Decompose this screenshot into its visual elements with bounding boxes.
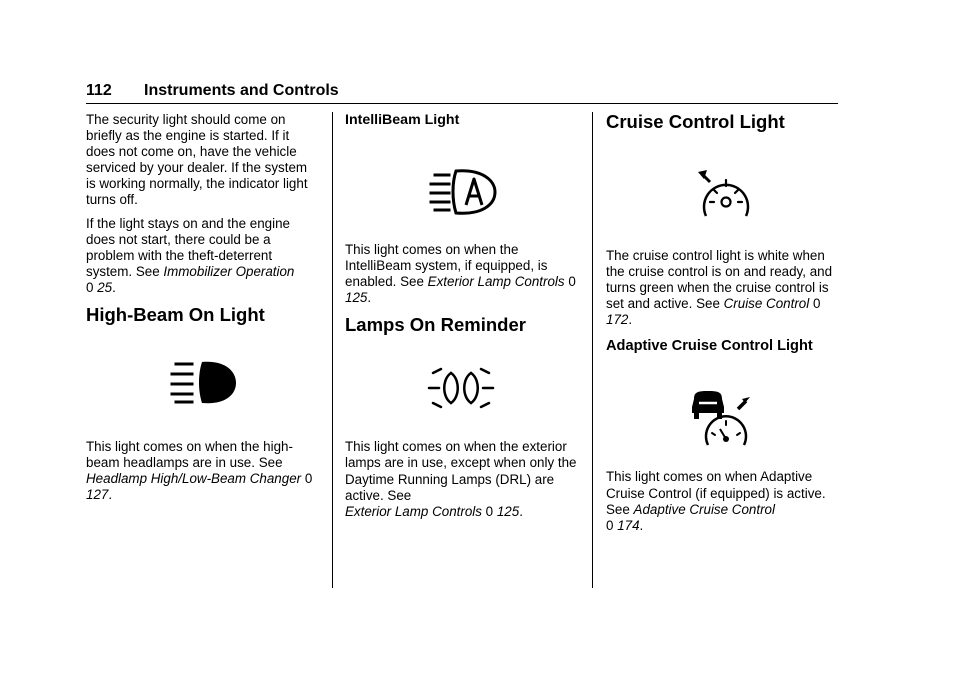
period: . xyxy=(108,487,113,503)
page-ref-glyph: 0 xyxy=(304,471,313,487)
intellibeam-heading: IntelliBeam Light xyxy=(345,112,460,128)
intellibeam-paragraph xyxy=(345,242,577,306)
adaptive-cruise-icon xyxy=(688,389,758,451)
xref-exterior-lamp-controls[interactable]: Exterior Lamp Controls xyxy=(427,274,565,290)
paragraph-text: This light comes on when the IntelliBeam system, if equipped, is enabled. See xyxy=(345,242,548,290)
page-header xyxy=(86,82,838,104)
page-ref-25[interactable]: 25 xyxy=(97,279,113,295)
adaptive-cruise-heading: Adaptive Cruise Control Light xyxy=(606,338,813,355)
page-ref-174[interactable]: 174 xyxy=(617,517,640,533)
page-ref-125[interactable]: 125 xyxy=(345,290,368,306)
page-ref-172[interactable]: 172 xyxy=(606,312,629,328)
xref-exterior-lamp-controls[interactable]: Exterior Lamp Controls xyxy=(345,503,482,519)
high-beam-icon xyxy=(170,358,242,406)
page-ref-glyph: 0 xyxy=(86,279,94,295)
period: . xyxy=(367,290,372,306)
intellibeam-icon xyxy=(429,167,501,215)
page-ref-glyph: 0 xyxy=(568,274,576,290)
lamps-on-paragraph xyxy=(345,439,577,519)
adaptive-cruise-icon-box xyxy=(606,355,838,469)
high-beam-heading: High-Beam On Light xyxy=(86,304,265,326)
lamps-on-icon xyxy=(427,367,495,409)
cruise-control-heading: Cruise Control Light xyxy=(606,111,785,132)
page-ref-glyph: 0 xyxy=(812,296,821,312)
column-1 xyxy=(86,112,318,510)
security-light-paragraph: The security light should come on briefly as the engine is started. If it does not come on, have the vehicle serviced by your dealer. If the system is working normally, the indicator light turns off. xyxy=(86,112,308,208)
paragraph-text: If the light stays on and the engine does not start, there could be a problem with the theft-deterrent system. See xyxy=(86,215,290,279)
high-beam-paragraph xyxy=(86,439,318,503)
page-ref-glyph: 0 xyxy=(606,517,614,533)
column-3 xyxy=(606,112,838,541)
cruise-control-paragraph xyxy=(606,248,838,328)
adaptive-cruise-paragraph xyxy=(606,469,838,533)
page-ref-127[interactable]: 127 xyxy=(86,487,109,503)
paragraph-text: This light comes on when the exterior lamps are in use, except when only the Daytime Running Lamps (DRL) are active. See xyxy=(345,439,577,503)
column-2 xyxy=(345,112,577,527)
xref-immobilizer-operation[interactable]: Immobilizer Operation xyxy=(163,263,295,279)
intellibeam-icon-box xyxy=(345,129,577,242)
xref-adaptive-cruise-control[interactable]: Adaptive Cruise Control xyxy=(633,501,775,517)
period: . xyxy=(639,517,644,533)
lamps-on-icon-box xyxy=(345,336,577,439)
cruise-control-icon xyxy=(696,168,756,224)
column-divider xyxy=(592,112,593,588)
header-rule xyxy=(86,103,838,104)
page-ref-125[interactable]: 125 xyxy=(496,503,520,519)
cruise-control-icon-box xyxy=(606,132,838,248)
high-beam-icon-box xyxy=(86,326,318,439)
section-title: Instruments and Controls xyxy=(144,82,339,99)
period: . xyxy=(112,279,116,295)
paragraph-text: The cruise control light is white when the cruise control is on and ready, and turns green when the cruise control is set and active. See xyxy=(606,248,833,312)
period: . xyxy=(519,503,523,519)
page-ref-glyph: 0 xyxy=(485,503,494,519)
xref-headlamp-changer[interactable]: Headlamp High/Low-Beam Changer xyxy=(86,471,302,487)
paragraph-text: This light comes on when Adaptive Cruise Control (if equipped) is active. See xyxy=(606,469,826,517)
paragraph-text: This light comes on when the high-beam headlamps are in use. See xyxy=(86,439,293,471)
lamps-on-heading: Lamps On Reminder xyxy=(345,314,526,336)
column-divider xyxy=(332,112,333,588)
xref-cruise-control[interactable]: Cruise Control xyxy=(723,296,810,312)
theft-deterrent-paragraph xyxy=(86,216,318,296)
page-number: 112 xyxy=(86,82,112,99)
period: . xyxy=(628,312,633,328)
